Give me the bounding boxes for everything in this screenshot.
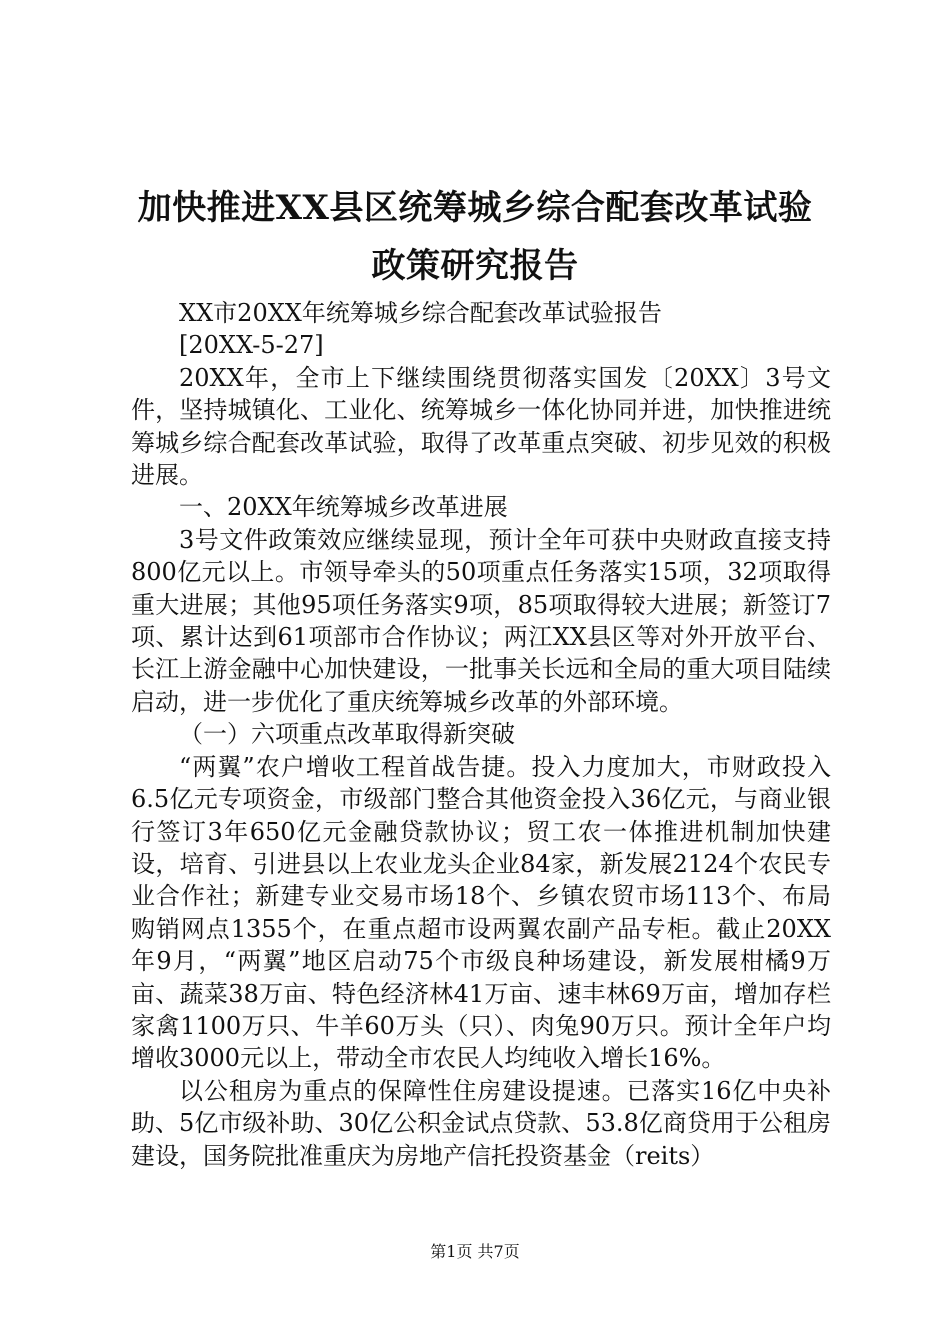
paragraph-progress: 3号文件政策效应继续显现，预计全年可获中央财政直接支持800亿元以上。市领导牵头的50项重点任务落实15项，32项取得重大进展；其他95项任务落实9项，85项取得较大进展；新签订7项、累计达到61项部市合作协议；两江XX县区等对外开放平台、长江上游金融中心加快建设，一批事关长远和全局的重大项目陆续启动，进一步优化了重庆统筹城乡改革的外部环境。 — [131, 525, 831, 716]
document-body — [131, 297, 831, 1172]
paragraph-public-housing: 以公租房为重点的保障性住房建设提速。已落实16亿中央补助、5亿市级补助、30亿公积金试点贷款、53.8亿商贷用于公租房建设，国务院批准重庆为房地产信托投资基金（reits） — [131, 1076, 831, 1170]
subsection-heading-1: （一）六项重点改革取得新突破 — [179, 720, 515, 749]
page-number-footer: 第1页 共7页 — [430, 1242, 520, 1261]
document-title-line-1: 加快推进XX县区统筹城乡综合配套改革试验 — [137, 188, 813, 228]
section-heading-1: 一、20XX年统筹城乡改革进展 — [179, 493, 508, 522]
paragraph-date: [20XX-5-27] — [179, 331, 324, 360]
paragraph-report-name: XX市20XX年统筹城乡综合配套改革试验报告 — [179, 299, 662, 327]
document-title-line-2: 政策研究报告 — [371, 246, 579, 286]
paragraph-farmer-income: “两翼”农户增收工程首战告捷。投入力度加大，市财政投入6.5亿元专项资金，市级部门整合其他资金投入36亿元，与商业银行签订3年650亿元金融贷款协议；贸工农一体推进机制加快建设，培育、引进县以上农业龙头企业84家，新发展2124个农民专业合作社；新建专业交易市场18个、乡镇农贸市场113个、布局购销网点1355个，在重点超市设两翼农副产品专柜。截止20XX年9月，“两翼”地区启动75个市级良种场建设，新发展柑橘9万亩、蔬菜38万亩、特色经济林41万亩、速丰林69万亩，增加存栏家禽1100万只、牛羊60万头（只）、肉兔90万只。预计全年户均增收3000元以上，带动全市农民人均纯收入增长16%。 — [131, 752, 831, 1073]
paragraph-intro: 20XX年，全市上下继续围绕贯彻落实国发〔20XX〕3号文件，坚持城镇化、工业化、统筹城乡一体化协同并进，加快推进统筹城乡综合配套改革试验，取得了改革重点突破、初步见效的积极进展。 — [131, 363, 831, 490]
